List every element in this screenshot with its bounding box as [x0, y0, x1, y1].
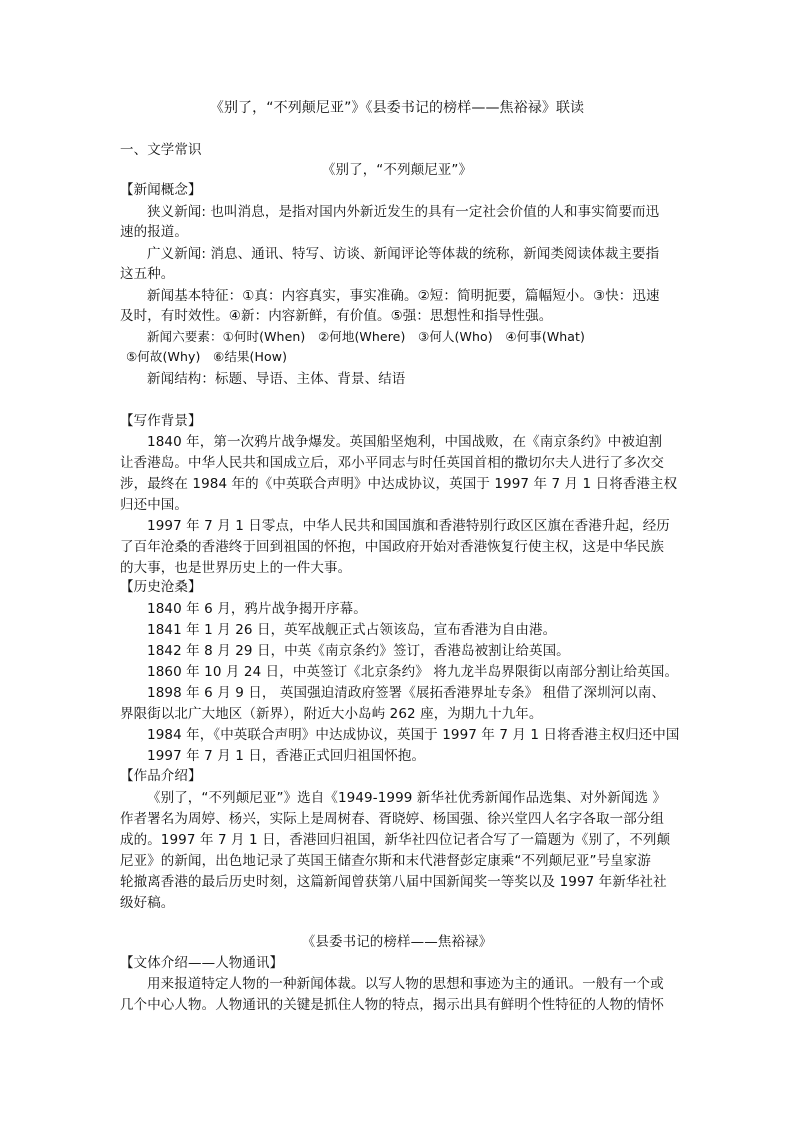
- paragraph-line: 这五种。: [120, 266, 175, 282]
- paragraph-line: 作者署名为周婷、杨兴，实际上是周树春、胥晓婷、杨国强、徐兴堂四人名字各取一部分组: [120, 811, 664, 827]
- paragraph-line: 及时，有时效性。④新：内容新鲜，有价值。⑤强：思想性和指导性强。: [120, 308, 553, 324]
- history-heading: 【历史沧桑】: [120, 579, 202, 595]
- history-entry: 1898 年 6 月 9 日， 英国强迫清政府签署《展拓香港界址专条》 租借了深圳河以南、: [147, 685, 666, 701]
- paragraph-line: ⑤何故(Why) ⑥结果(How): [126, 349, 288, 364]
- news-concept-heading: 【新闻概念】: [120, 182, 202, 198]
- paragraph-line: 新闻六要素：①何时(When) ②何地(Where) ③何人(Who) ④何事(What): [147, 329, 586, 344]
- paragraph-line: 新闻结构：标题、导语、主体、背景、结语: [147, 371, 406, 387]
- paragraph-line: 1840 年，第一次鸦片战争爆发。英国船坚炮利，中国战败，在《南京条约》中被迫割: [147, 434, 663, 450]
- paragraph-line: 《别了，“不列颠尼亚”》选自《1949-1999 新华社优秀新闻作品选集、对外新闻选 》: [147, 790, 667, 806]
- paragraph-line: 涉，最终在 1984 年的《中英联合声明》中达成协议，英国于 1997 年 7 月 1 日将香港主权: [120, 476, 678, 492]
- history-entry: 1860 年 10 月 24 日，中英签订《北京条约》 将九龙半岛界限街以南部分割让给英国。: [147, 664, 679, 680]
- section-heading: 一、文学常识: [120, 142, 202, 158]
- article2-title: 《县委书记的榜样——焦裕禄》: [301, 934, 493, 950]
- history-entry: 1984 年，《中英联合声明》中达成协议，英国于 1997 年 7 月 1 日将香港主权归还中国: [147, 727, 680, 743]
- paragraph-line: 几个中心人物。人物通讯的关键是抓住人物的特点，揭示出具有鲜明个性特征的人物的情怀: [120, 997, 664, 1013]
- genre-heading: 【文体介绍——人物通讯】: [120, 955, 284, 971]
- paragraph-line: 广义新闻: 消息、通讯、特写、访谈、新闻评论等体裁的统称，新闻类阅读体裁主要指: [147, 246, 660, 262]
- paragraph-line: 新闻基本特征：①真：内容真实，事实准确。②短：简明扼要，篇幅短小。③快：迅速: [147, 288, 660, 304]
- paragraph-line: 级好稿。: [120, 895, 175, 911]
- work-intro-heading: 【作品介绍】: [120, 768, 202, 784]
- history-entry: 1840 年 6 月，鸦片战争揭开序幕。: [147, 601, 367, 617]
- paragraph-line: 归还中国。: [120, 497, 188, 513]
- paragraph-line: 的大事，也是世界历史上的一件大事。: [120, 560, 352, 576]
- article1-title: 《别了，“不列颠尼亚”》: [321, 162, 473, 178]
- history-entry: 1997 年 7 月 1 日，香港正式回归祖国怀抱。: [147, 748, 426, 764]
- history-entry: 界限街以北广大地区（新界），附近大小岛屿 262 座，为期九十九年。: [120, 706, 543, 722]
- paragraph-line: 狭义新闻: 也叫消息，是指对国内外新近发生的具有一定社会价值的人和事实简要而迅: [147, 204, 660, 220]
- paragraph-line: 用来报道特定人物的一种新闻体裁。以写人物的思想和事迹为主的通讯。一般有一个或: [147, 976, 664, 992]
- writing-background-heading: 【写作背景】: [120, 413, 202, 429]
- paragraph-line: 让香港岛。中华人民共和国成立后，邓小平同志与时任英国首相的撒切尔夫人进行了多次交: [120, 455, 664, 471]
- paragraph-line: 成的。1997 年 7 月 1 日，香港回归祖国，新华社四位记者合写了一篇题为《别了，不列颠: [120, 832, 671, 848]
- paragraph-line: 尼亚》的新闻，出色地记录了英国王储查尔斯和末代港督彭定康乘“不列颠尼亚”号皇家游: [120, 853, 651, 869]
- paragraph-line: 速的报道。: [120, 224, 188, 240]
- paragraph-line: 1997 年 7 月 1 日零点，中华人民共和国国旗和香港特别行政区区旗在香港升起，经历: [147, 518, 670, 534]
- paragraph-line: 轮撤离香港的最后历史时刻，这篇新闻曾获第八届中国新闻奖一等奖以及 1997 年新华社社: [120, 874, 667, 890]
- document-title: 《别了，“不列颠尼亚”》《县委书记的榜样——焦裕禄》联读: [209, 100, 585, 116]
- history-entry: 1841 年 1 月 26 日，英军战舰正式占领该岛，宣布香港为自由港。: [147, 622, 557, 638]
- paragraph-line: 了百年沧桑的香港终于回到祖国的怀抱，中国政府开始对香港恢复行使主权，这是中华民族: [120, 539, 664, 555]
- history-entry: 1842 年 8 月 29 日，中英《南京条约》签订，香港岛被割让给英国。: [147, 643, 570, 659]
